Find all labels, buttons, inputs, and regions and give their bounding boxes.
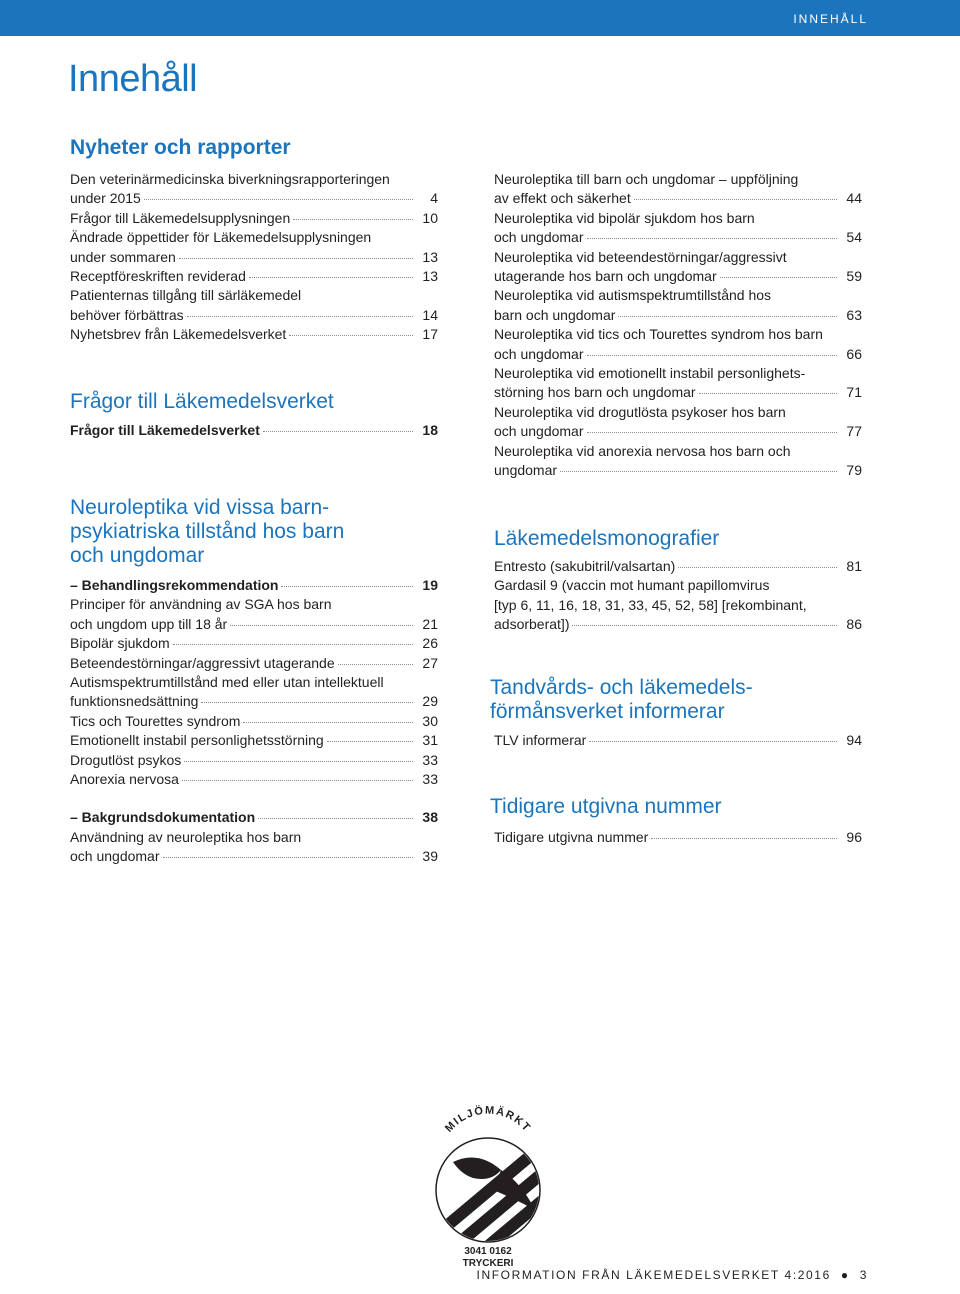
toc-entry-line (494, 345, 862, 364)
toc-entry[interactable] (70, 421, 438, 440)
dot-leader (618, 316, 837, 317)
toc-entry-line (70, 770, 438, 789)
toc-entry-text: behöver förbättras (70, 306, 184, 323)
toc-entry-text: under 2015 (70, 190, 141, 207)
toc-entry[interactable] (70, 751, 438, 770)
toc-entry-line (494, 325, 862, 344)
logo-arc-text: MILJÖMÄRKT (442, 1104, 534, 1135)
dot-leader (338, 664, 413, 665)
toc-entry-text: barn och ungdomar (494, 306, 616, 323)
toc-list-neuroleptics-continued (494, 170, 862, 481)
toc-entry-line (494, 248, 862, 267)
toc-entry[interactable] (494, 364, 862, 403)
toc-page-number: 44 (846, 190, 862, 207)
toc-entry-text: och ungdomar (494, 229, 584, 246)
toc-entry-text: Bipolär sjukdom (70, 635, 170, 652)
heading-line: förmånsverket informerar (490, 700, 725, 723)
toc-entry-line (70, 673, 438, 692)
toc-page-number: 54 (846, 229, 862, 246)
toc-entry[interactable] (70, 267, 438, 286)
toc-entry-line (70, 248, 438, 267)
toc-entry-line (494, 209, 862, 228)
toc-entry-text: Neuroleptika vid emotionellt instabil personlighets- (494, 365, 806, 382)
toc-entry-line (70, 306, 438, 325)
toc-entry[interactable] (70, 170, 438, 209)
toc-entry[interactable] (494, 248, 862, 287)
toc-entry-text: Neuroleptika vid bipolär sjukdom hos barn (494, 209, 755, 226)
section-label: INNEHÅLL (793, 12, 868, 26)
toc-entry-line (494, 731, 862, 750)
toc-entry[interactable] (70, 228, 438, 267)
toc-entry[interactable] (494, 209, 862, 248)
toc-entry-text: TLV informerar (494, 732, 587, 748)
dot-leader (243, 722, 413, 723)
page-number: 3 (859, 1268, 868, 1282)
toc-entry-text: Neuroleptika vid anorexia nervosa hos barn och (494, 442, 791, 459)
toc-entry-line (70, 731, 438, 750)
toc-entry-line (70, 267, 438, 286)
toc-entry[interactable] (494, 576, 862, 634)
toc-entry[interactable] (70, 808, 438, 827)
toc-entry[interactable] (70, 209, 438, 228)
section-heading-previous: Tidigare utgivna nummer (490, 795, 722, 818)
top-banner (0, 0, 960, 36)
dot-leader (281, 586, 413, 587)
toc-entry-text: och ungdomar (70, 848, 160, 865)
toc-entry[interactable] (494, 731, 862, 750)
toc-entry-line (494, 828, 862, 847)
dot-leader (187, 316, 413, 317)
toc-list-questions (70, 421, 438, 440)
toc-entry-text: Den veterinärmedicinska biverkningsrapporteringen (70, 171, 390, 187)
dot-leader (587, 432, 837, 433)
toc-entry-text: Anorexia nervosa (70, 771, 179, 788)
toc-page-number: 26 (422, 635, 438, 652)
dot-leader (201, 702, 413, 703)
toc-page-number: 96 (846, 829, 862, 845)
logo-label: TRYCKERI (462, 1258, 514, 1269)
toc-entry-line (70, 286, 438, 305)
toc-entry-text: ungdomar (494, 462, 558, 479)
toc-entry[interactable] (70, 595, 438, 634)
nordic-swan-ecolabel-logo (423, 1090, 553, 1270)
toc-entry-text: av effekt och säkerhet (494, 190, 631, 207)
toc-entry[interactable] (70, 731, 438, 750)
toc-page-number: 63 (846, 306, 862, 323)
toc-entry-text: och ungdom upp till 18 år (70, 615, 228, 632)
toc-page-number: 33 (422, 771, 438, 788)
dot-leader (230, 625, 413, 626)
toc-page-number: 79 (846, 462, 862, 479)
toc-entry-line (70, 595, 438, 614)
toc-entry-line (70, 751, 438, 770)
toc-entry-text: Gardasil 9 (vaccin mot humant papillomvirus (494, 577, 770, 594)
toc-page-number: 71 (846, 384, 862, 401)
bullet-separator: ● (840, 1268, 850, 1282)
toc-entry-line (494, 383, 862, 402)
toc-entry-text: och ungdomar (494, 345, 584, 362)
toc-entry[interactable] (494, 325, 862, 364)
toc-entry[interactable] (494, 828, 862, 847)
dot-leader (699, 393, 837, 394)
page-footer (477, 1268, 868, 1282)
toc-entry-line (70, 654, 438, 673)
toc-entry-line (70, 189, 438, 208)
toc-entry-text: Receptföreskriften reviderad (70, 268, 246, 285)
dot-leader (651, 838, 837, 839)
toc-entry-text: – Behandlingsrekommendation (70, 577, 279, 593)
toc-entry-line (494, 557, 862, 576)
dot-leader (327, 741, 413, 742)
toc-entry-line (494, 306, 862, 325)
toc-entry-line (494, 189, 862, 208)
publication-name: INFORMATION FRÅN LÄKEMEDELSVERKET 4:2016 (476, 1268, 831, 1282)
toc-entry-line (494, 576, 862, 595)
dot-leader (587, 238, 837, 239)
toc-entry-line (70, 828, 438, 847)
toc-entry[interactable] (70, 325, 438, 344)
toc-entry-line (70, 634, 438, 653)
section-heading-monographs: Läkemedelsmonografier (494, 527, 720, 550)
toc-entry-text: under sommaren (70, 248, 176, 265)
toc-entry-text: Nyhetsbrev från Läkemedelsverket (70, 326, 287, 343)
toc-entry-line (494, 615, 862, 634)
toc-entry-line (70, 692, 438, 711)
toc-page-number: 31 (422, 732, 438, 749)
dot-leader (182, 780, 413, 781)
toc-entry-text: Neuroleptika vid beteendestörningar/aggressivt (494, 248, 787, 265)
dot-leader (589, 741, 837, 742)
toc-entry-line (494, 442, 862, 461)
toc-page-number: 86 (846, 616, 862, 633)
dot-leader (163, 857, 413, 858)
toc-entry-text: Neuroleptika till barn och ungdomar – uppföljning (494, 171, 799, 187)
dot-leader (720, 277, 837, 278)
toc-entry-text: störning hos barn och ungdomar (494, 384, 696, 401)
toc-entry-text: Neuroleptika vid drogutlösta psykoser hos barn (494, 403, 786, 420)
toc-list-monographs (494, 557, 862, 635)
toc-entry-text: Tics och Tourettes syndrom (70, 712, 241, 729)
toc-entry-text: Patienternas tillgång till särläkemedel (70, 287, 302, 304)
toc-entry[interactable] (494, 442, 862, 481)
toc-page-number: 4 (430, 190, 438, 207)
toc-entry[interactable] (494, 403, 862, 442)
heading-line: och ungdomar (70, 544, 205, 567)
heading-line: Neuroleptika vid vissa barn- (70, 496, 330, 519)
dot-leader (634, 199, 837, 200)
toc-entry[interactable] (70, 828, 438, 867)
toc-entry-line (494, 364, 862, 383)
toc-entry-line (70, 615, 438, 634)
toc-entry-line (494, 461, 862, 480)
toc-entry-line (70, 421, 438, 440)
toc-entry[interactable] (494, 557, 862, 576)
toc-page-number: 38 (422, 809, 438, 826)
toc-list-neuroleptics (70, 576, 438, 867)
heading-line: psykiatriska tillstånd hos barn (70, 520, 345, 543)
dot-leader (258, 818, 413, 819)
dot-leader (263, 431, 413, 432)
toc-entry-text: och ungdomar (494, 423, 584, 440)
toc-page-number: 30 (422, 712, 438, 729)
toc-page-number: 14 (422, 306, 438, 323)
toc-page-number: 17 (422, 326, 438, 343)
section-heading-neuroleptics (70, 496, 344, 568)
toc-entry-text: Emotionellt instabil personlighetsstörning (70, 732, 324, 749)
toc-page-number: 10 (422, 209, 438, 226)
section-heading-tlv (490, 676, 753, 724)
dot-leader (184, 761, 413, 762)
toc-entry-text: Drogutlöst psykos (70, 751, 182, 768)
page-title: Innehåll (68, 58, 198, 100)
toc-entry-line (70, 325, 438, 344)
toc-entry-text: Ändrade öppettider för Läkemedelsupplysningen (70, 229, 372, 246)
toc-page-number: 94 (846, 732, 862, 748)
toc-entry-line (494, 170, 862, 189)
svg-text:MILJÖMÄRKT (443, 1104, 533, 1135)
toc-page-number: 33 (422, 751, 438, 768)
toc-entry[interactable] (70, 770, 438, 789)
dot-leader (678, 567, 837, 568)
toc-page-number: 59 (846, 268, 862, 285)
toc-entry-line (494, 596, 862, 615)
toc-list-news (70, 170, 438, 345)
logo-number: 3041 0162 (464, 1246, 512, 1257)
dot-leader (179, 258, 413, 259)
dot-leader (289, 335, 413, 336)
toc-entry[interactable] (70, 712, 438, 731)
toc-entry-text: Beteendestörningar/aggressivt utagerande (70, 654, 335, 671)
toc-entry-text: Principer för användning av SGA hos barn (70, 596, 332, 613)
dot-leader (144, 199, 413, 200)
toc-entry-text: Entresto (sakubitril/valsartan) (494, 558, 676, 574)
toc-entry-line (70, 808, 438, 827)
toc-entry-line (494, 286, 862, 305)
toc-entry-text: Användning av neuroleptika hos barn (70, 828, 302, 845)
toc-entry-line (70, 576, 438, 595)
toc-page-number: 19 (422, 577, 438, 593)
toc-entry[interactable] (70, 654, 438, 673)
dot-leader (560, 471, 837, 472)
toc-page-number: 13 (422, 268, 438, 285)
toc-entry[interactable] (494, 170, 862, 209)
dot-leader (249, 277, 413, 278)
toc-page-number: 21 (422, 615, 438, 632)
toc-entry-text: – Bakgrundsdokumentation (70, 809, 256, 826)
toc-page-number: 66 (846, 345, 862, 362)
toc-page-number: 13 (422, 248, 438, 265)
toc-page-number: 81 (846, 558, 862, 574)
toc-entry-text: Tidigare utgivna nummer (494, 829, 649, 845)
toc-entry-line (70, 712, 438, 731)
toc-entry-line (70, 228, 438, 247)
toc-list-tlv (494, 731, 862, 750)
toc-entry-line (494, 267, 862, 286)
toc-entry-text: Frågor till Läkemedelsverket (70, 422, 260, 438)
toc-entry-line (70, 209, 438, 228)
toc-page-number: 29 (422, 693, 438, 710)
toc-entry-line (494, 228, 862, 247)
toc-entry-line (70, 847, 438, 866)
toc-entry-text: funktionsnedsättning (70, 693, 199, 710)
toc-entry[interactable] (494, 286, 862, 325)
dot-leader (173, 644, 413, 645)
toc-list-previous (494, 828, 862, 847)
section-heading-news: Nyheter och rapporter (70, 136, 291, 159)
toc-entry-text: utagerande hos barn och ungdomar (494, 268, 717, 285)
dot-leader (572, 625, 837, 626)
toc-entry-text: [typ 6, 11, 16, 18, 31, 33, 45, 52, 58] [rekombinant, (494, 596, 807, 613)
toc-entry[interactable] (70, 286, 438, 325)
toc-entry-line (494, 403, 862, 422)
heading-line: Tandvårds- och läkemedels- (490, 676, 753, 699)
toc-entry-line (494, 422, 862, 441)
toc-page-number: 27 (422, 654, 438, 671)
toc-entry-text: adsorberat]) (494, 616, 570, 633)
toc-entry-text: Neuroleptika vid autismspektrumtillstånd hos (494, 287, 772, 304)
toc-entry[interactable] (70, 634, 438, 653)
toc-entry-text: Frågor till Läkemedelsupplysningen (70, 209, 291, 226)
toc-entry-text: Neuroleptika vid tics och Tourettes syndrom hos barn (494, 326, 823, 343)
toc-entry-line (70, 170, 438, 189)
toc-entry[interactable] (70, 673, 438, 712)
toc-page-number: 39 (422, 848, 438, 865)
section-heading-questions: Frågor till Läkemedelsverket (70, 390, 334, 413)
toc-page-number: 18 (422, 422, 438, 438)
toc-entry[interactable] (70, 576, 438, 595)
toc-page-number: 77 (846, 423, 862, 440)
dot-leader (293, 219, 413, 220)
toc-entry-text: Autismspektrumtillstånd med eller utan intellektuell (70, 674, 384, 691)
dot-leader (587, 355, 837, 356)
